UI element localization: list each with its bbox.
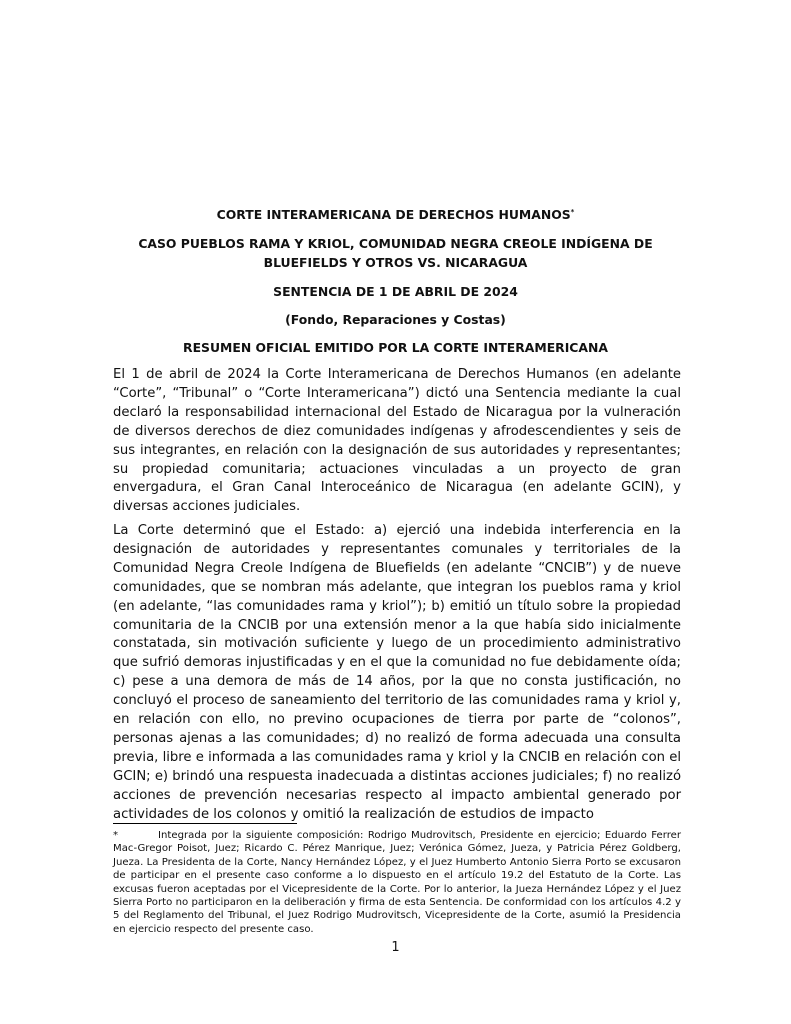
case-title-line-1: CASO PUEBLOS RAMA Y KRIOL, COMUNIDAD NEGRA CREOLE INDÍGENA DE bbox=[138, 236, 653, 251]
paragraph: El 1 de abril de 2024 la Corte Interamericana de Derechos Humanos (en adelante “Corte”, “Tribunal” o “Corte Interamericana”) dictó una Sentencia mediante la cual declaró la responsabilidad internacional del Estado de Nicaragua por la vulneración de diversos derechos de diez comunidades indígenas y afrodescendientes y seis de sus integrantes, en relación con la designación de sus autoridades y representantes; su propiedad comunitaria; actuaciones vinculadas a un proyecto de gran envergadura, el Gran Canal Interoceánico de Nicaragua (en adelante GCIN), y diversas acciones judiciales. bbox=[113, 367, 681, 515]
footnote-separator bbox=[113, 823, 297, 824]
paragraph: La Corte determinó que el Estado: a) ejerció una indebida interferencia en la designación de autoridades y representantes comunales y territoriales de la Comunidad Negra Creole Indígena de Bluefields (en adelante “CNCIB”) y de nueve comunidades, que se nombran más adelante, que integran los pueblos rama y kriol (en adelante, “las comunidades rama y kriol”); b) emitió un título sobre la propiedad comunitaria de la CNCIB por una extensión menor a la que había sido inicialmente constatada, sin motivación suficiente y luego de un procedimiento administrativo que sufrió demoras injustificadas y en el que la comunidad no fue debidamente oída; c) pese a una demora de más de 14 años, por la que no consta justificación, no concluyó el proceso de saneamiento del territorio de las comunidades rama y kriol y, en relación con ello, no previno ocupaciones de tierra por parte de “colonos”, personas ajenas a las comunidades; d) no realizó de forma adecuada una consulta previa, libre e informada a las comunidades rama y kriol y la CNCIB en relación con el GCIN; e) brindó una respuesta inadecuada a distintas acciones judiciales; f) no realizó acciones de prevención necesarias respecto al impacto ambiental generado por actividades de los colonos y omitió la realización de estudios de impacto bbox=[113, 523, 682, 822]
footnote-reference: * bbox=[570, 207, 575, 216]
case-title bbox=[100, 234, 691, 272]
summary-title: RESUMEN OFICIAL EMITIDO POR LA CORTE INTERAMERICANA bbox=[183, 340, 608, 355]
footnote-mark: * bbox=[113, 830, 119, 841]
footnote-text: Integrada por la siguiente composición: Rodrigo Mudrovitsch, Presidente en ejercicio; Eduardo Ferrer Mac-Gregor Poisot, Juez; Ricardo C. Pérez Manrique, Juez; Verónica Gómez, Jueza, y Patricia Pérez Goldberg, Jueza. La Presidenta de la Corte, Nancy Hernández López, y el Juez Humberto Antonio Sierra Porto se excusaron de participar en el presente caso conforme a lo dispuesto en el artículo 19.2 del Estatuto de la Corte. Las excusas fueron aceptadas por el Vicepresidente de la Corte. Por lo anterior, la Jueza Hernández López y el Juez Sierra Porto no participaron en la deliberación y firma de esta Sentencia. De conformidad con los artículos 4.2 y 5 del Reglamento del Tribunal, el Juez Rodrigo Mudrovitsch, Vicepresidente de la Corte, asumió la Presidencia en ejercicio respecto del presente caso. bbox=[113, 830, 681, 935]
court-name: CORTE INTERAMERICANA DE DERECHOS HUMANOS bbox=[216, 207, 571, 222]
case-title-line-2: BLUEFIELDS Y OTROS VS. NICARAGUA bbox=[263, 255, 528, 270]
page-number: 1 bbox=[391, 940, 400, 955]
sentence-date: SENTENCIA DE 1 DE ABRIL DE 2024 bbox=[273, 284, 518, 299]
sentence-subtitle: (Fondo, Reparaciones y Costas) bbox=[285, 312, 506, 327]
court-heading bbox=[100, 205, 691, 224]
footnote bbox=[113, 829, 681, 936]
